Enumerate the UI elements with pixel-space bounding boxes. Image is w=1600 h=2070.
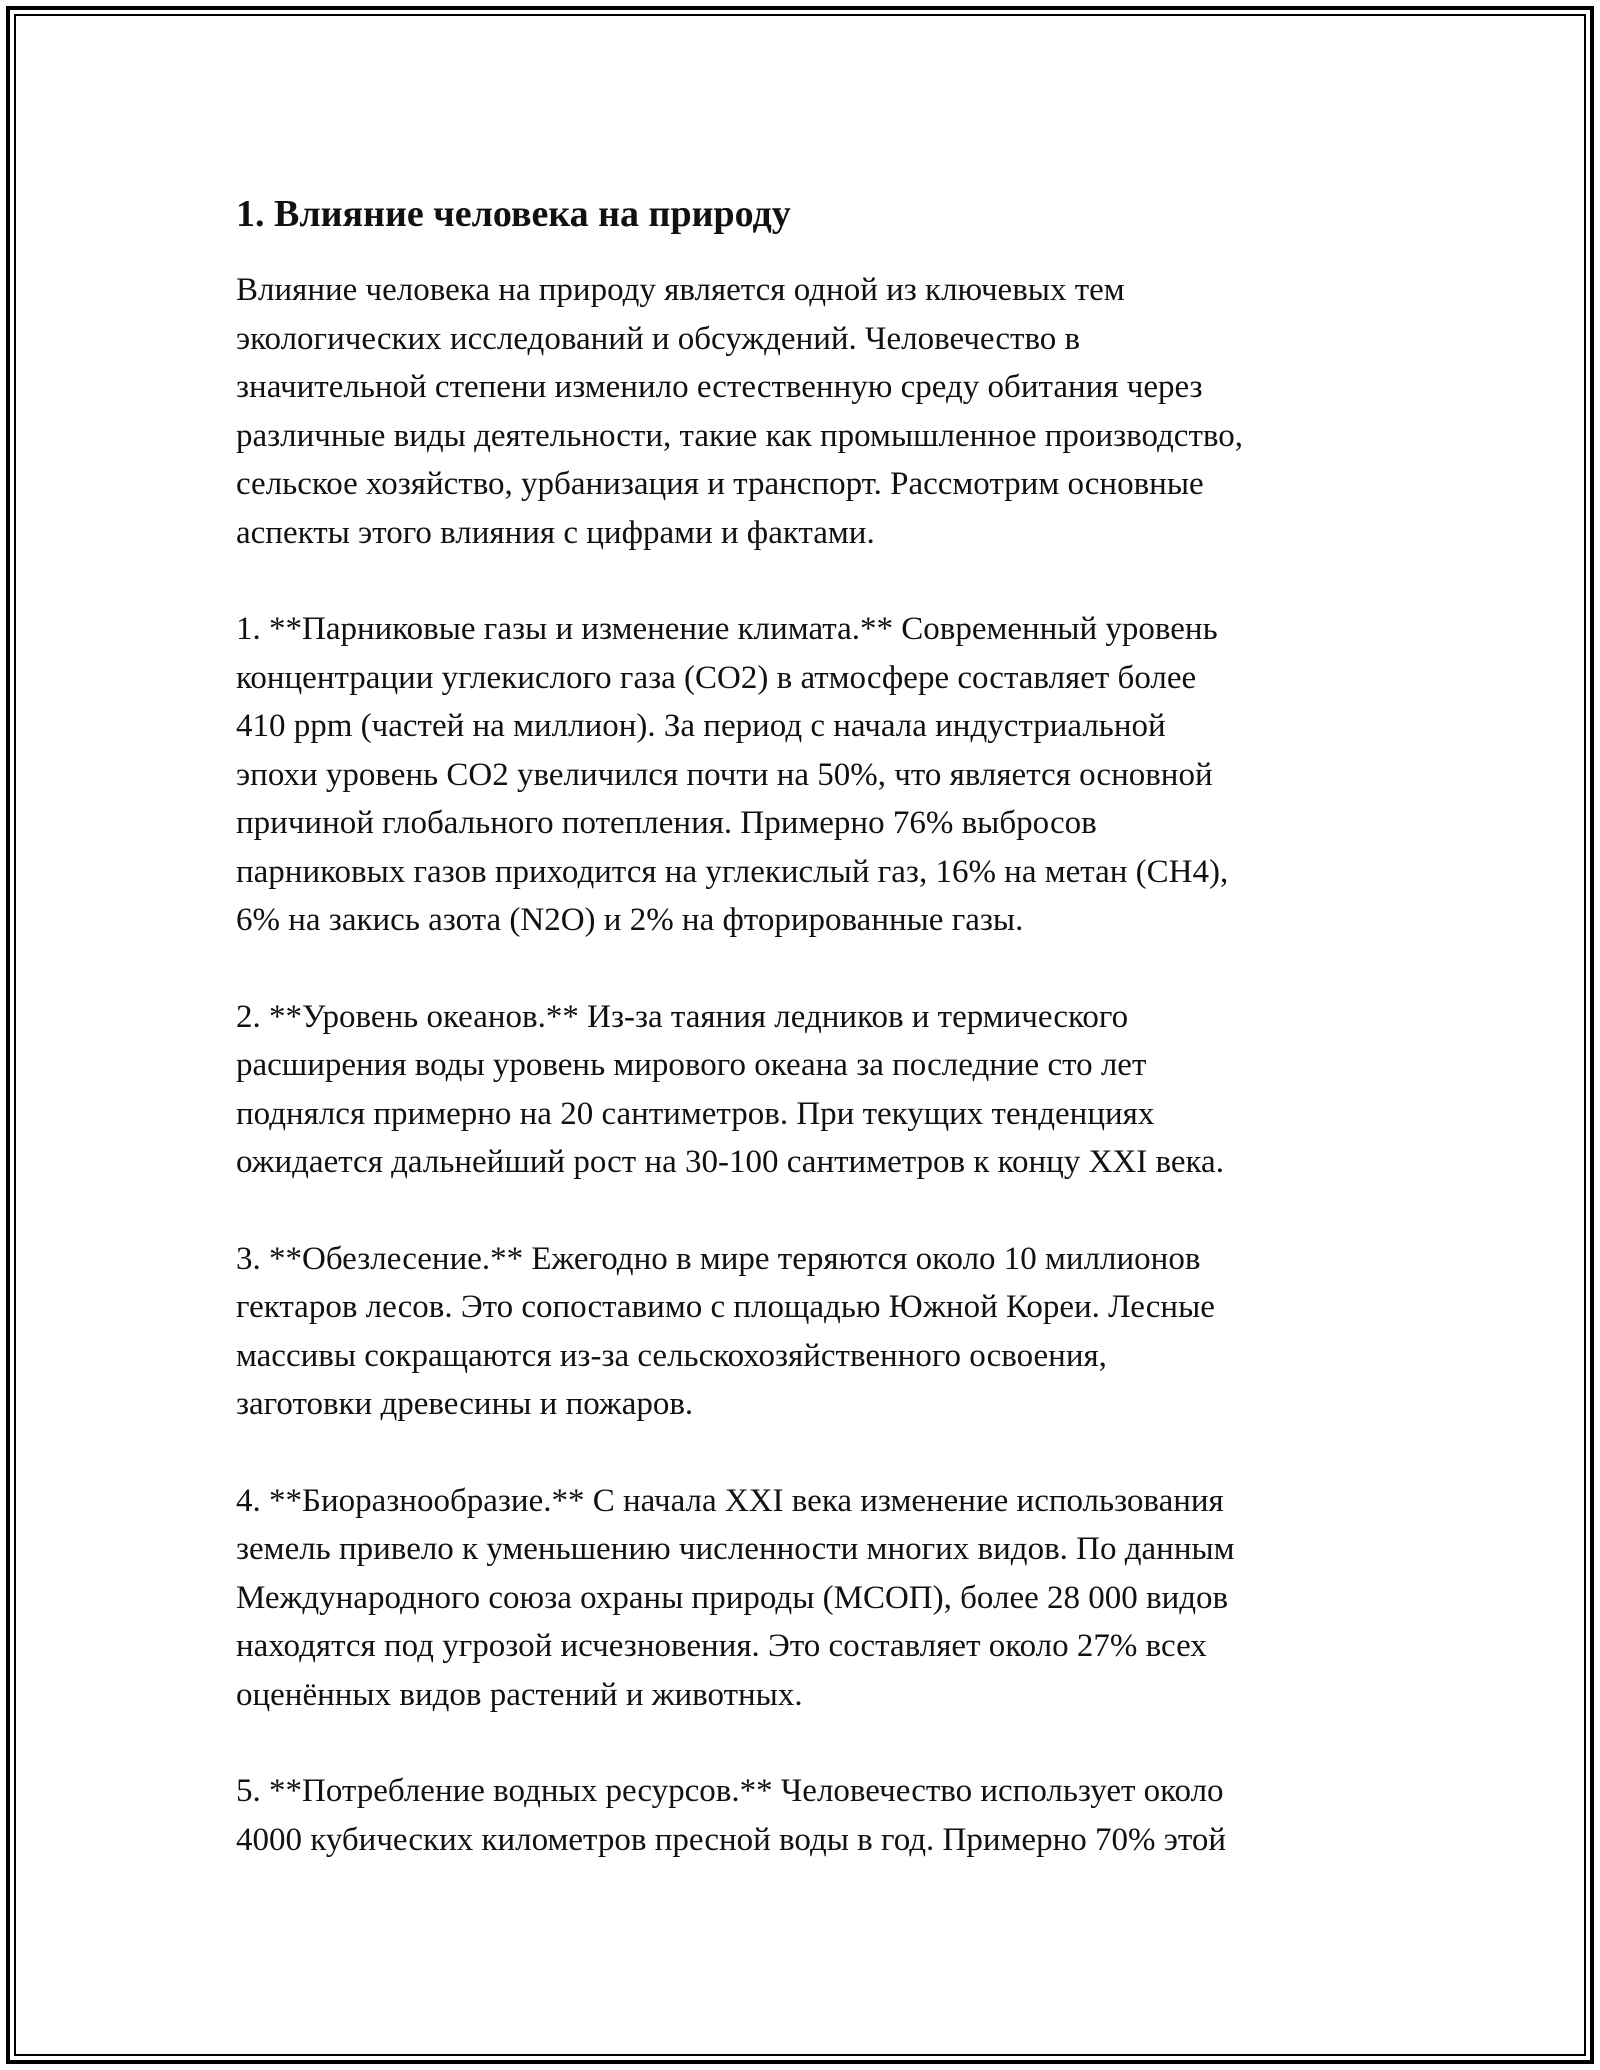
biodiversity-paragraph <box>236 1477 1366 1720</box>
text-line: земель привело к уменьшению численности многих видов. По данным <box>236 1531 1235 1567</box>
text-line: 4. **Биоразнообразие.** С начала XXI века изменение использования <box>236 1482 1224 1519</box>
text-line: оценённых видов растений и животных. <box>236 1676 803 1713</box>
section-heading: 1. Влияние человека на природу <box>236 193 791 235</box>
text-line: расширения воды уровень мирового океана за последние сто лет <box>236 1047 1147 1083</box>
text-line: 410 ppm (частей на миллион). За период с начала индустриальной <box>236 708 1166 744</box>
document-body <box>236 186 1366 1912</box>
text-line: 6% на закись азота (N2O) и 2% на фторированные газы. <box>236 902 1024 938</box>
text-line: различные виды деятельности, такие как промышленное производство, <box>236 417 1243 454</box>
text-line: концентрации углекислого газа (CO2) в атмосфере составляет более <box>236 659 1197 696</box>
water-resources-paragraph <box>236 1767 1366 1864</box>
text-line: причиной глобального потепления. Примерно 76% выбросов <box>236 805 1097 841</box>
text-line: заготовки древесины и пожаров. <box>236 1386 694 1422</box>
text-line: значительной степени изменило естественную среду обитания через <box>236 369 1203 405</box>
text-line: ожидается дальнейший рост на 30-100 сантиметров к концу XXI века. <box>236 1144 1224 1180</box>
text-line: Международного союза охраны природы (МСОП), более 28 000 видов <box>236 1579 1229 1616</box>
text-line: эпохи уровень CO2 увеличился почти на 50%, что является основной <box>236 756 1213 793</box>
intro-paragraph <box>236 266 1366 557</box>
text-line: 5. **Потребление водных ресурсов.** Человечество использует около <box>236 1773 1224 1809</box>
text-line: гектаров лесов. Это сопоставимо с площадью Южной Кореи. Лесные <box>236 1289 1215 1325</box>
text-line: 3. **Обезлесение.** Ежегодно в мире теряются около 10 миллионов <box>236 1240 1201 1277</box>
text-line: поднялся примерно на 20 сантиметров. При текущих тенденциях <box>236 1095 1155 1132</box>
text-line: экологических исследований и обсуждений. Человечество в <box>236 320 1081 357</box>
text-line: сельское хозяйство, урбанизация и транспорт. Рассмотрим основные <box>236 466 1204 502</box>
text-line: Влияние человека на природу является одной из ключевых тем <box>236 272 1125 308</box>
text-line: аспекты этого влияния с цифрами и фактами. <box>236 514 875 551</box>
text-line: находятся под угрозой исчезновения. Это составляет около 27% всех <box>236 1628 1207 1664</box>
greenhouse-gases-paragraph <box>236 605 1366 945</box>
deforestation-paragraph <box>236 1235 1366 1429</box>
ocean-level-paragraph <box>236 993 1366 1187</box>
text-line: 2. **Уровень океанов.** Из-за таяния ледников и термического <box>236 998 1129 1035</box>
text-line: массивы сокращаются из-за сельскохозяйственного освоения, <box>236 1337 1107 1374</box>
text-line: 1. **Парниковые газы и изменение климата.** Современный уровень <box>236 611 1218 647</box>
text-line: парниковых газов приходится на углекислый газ, 16% на метан (CH4), <box>236 853 1229 890</box>
text-line: 4000 кубических километров пресной воды в год. Примерно 70% этой <box>236 1821 1227 1858</box>
